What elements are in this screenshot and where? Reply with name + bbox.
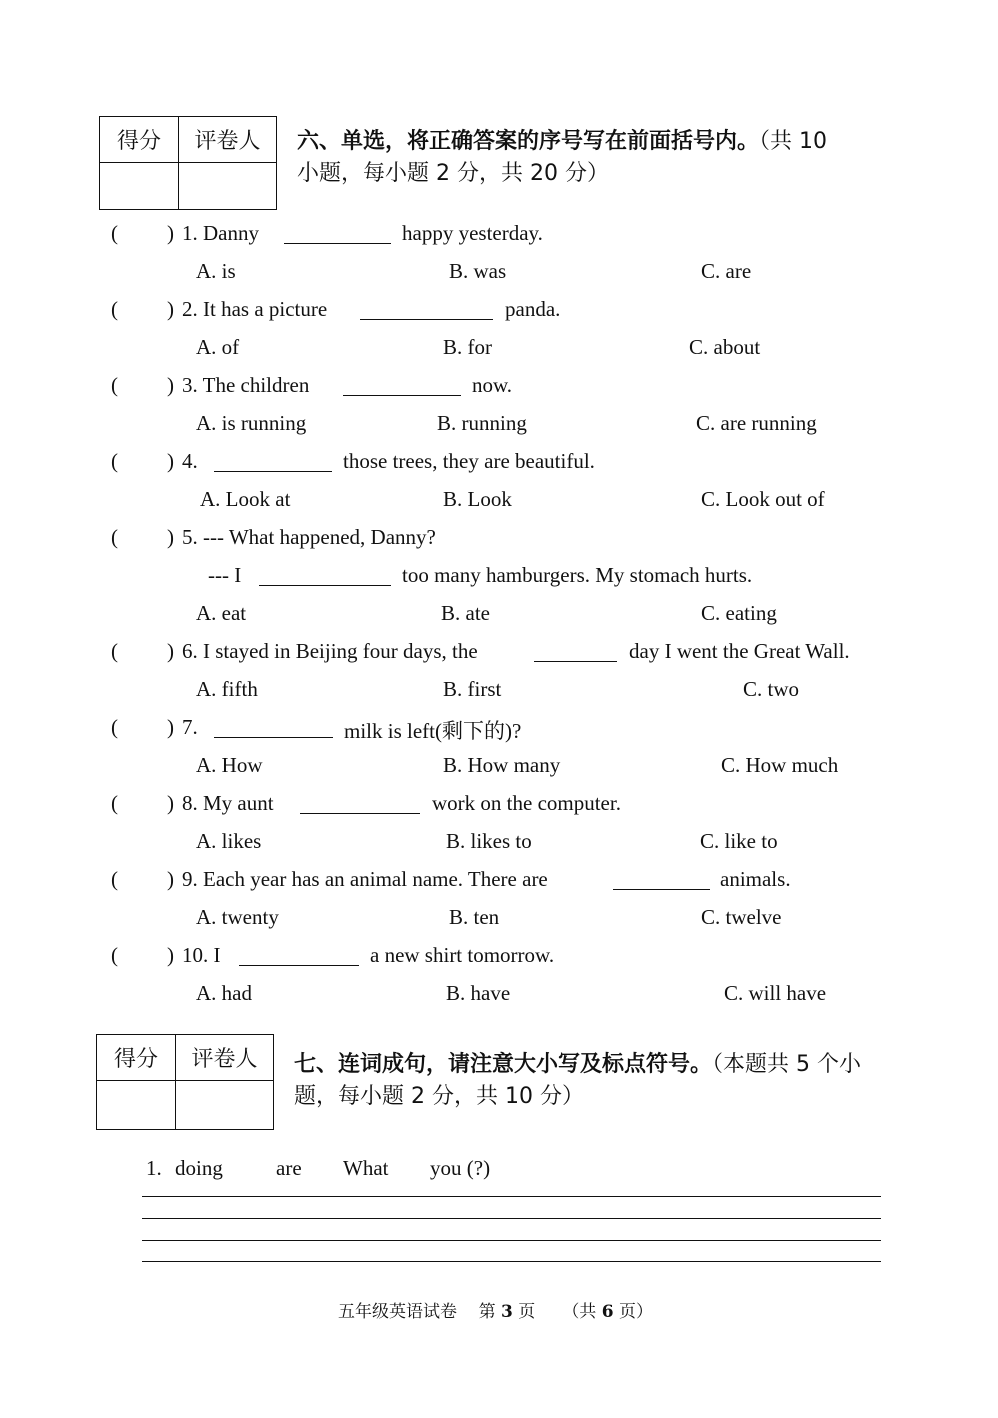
option-a[interactable]: A. eat (196, 601, 247, 625)
question-text-post: animals. (720, 867, 791, 891)
answer-paren-open: ( (111, 221, 118, 245)
section7-item1-num: 1. (146, 1156, 162, 1180)
answer-box[interactable] (123, 449, 167, 475)
score-label: 得分 (100, 117, 179, 163)
option-a[interactable]: A. How (196, 753, 263, 777)
answer-paren-open: ( (111, 449, 118, 473)
answer-blank[interactable] (300, 795, 420, 814)
score-label: 得分 (97, 1035, 176, 1081)
section6-note-2: 小题，每小题 2 分，共 20 分） (297, 161, 609, 186)
answer-box[interactable] (123, 791, 167, 817)
answer-paren-close: ) (167, 221, 174, 245)
writing-line-3[interactable] (142, 1240, 881, 1241)
option-b[interactable]: B. have (446, 981, 511, 1005)
option-a[interactable]: A. is running (196, 411, 307, 435)
option-b[interactable]: B. ate (441, 601, 490, 625)
question-text: 9. Each year has an animal name. There are (182, 867, 548, 891)
footer-total-num: 6 (601, 1302, 614, 1322)
section6-heading (297, 126, 897, 190)
option-c[interactable]: C. eating (701, 601, 777, 625)
question-text-post: panda. (505, 297, 561, 321)
answer-paren-close: ) (167, 715, 174, 739)
option-c[interactable]: C. like to (700, 829, 778, 853)
option-c[interactable]: C. will have (724, 981, 827, 1005)
answer-box[interactable] (123, 943, 167, 969)
question-text: 8. My aunt (182, 791, 274, 815)
score-box-section7 (96, 1034, 274, 1130)
option-c[interactable]: C. are (701, 259, 752, 283)
option-a[interactable]: A. likes (196, 829, 262, 853)
section7-note: （本题共 5 个小题，每小题 2 分，共 10 分） (294, 1052, 861, 1109)
question-text: 4. (182, 449, 198, 473)
option-c[interactable]: C. are running (696, 411, 817, 435)
answer-paren-close: ) (167, 943, 174, 967)
footer-title: 五年级英语试卷 (338, 1302, 457, 1322)
option-b[interactable]: B. was (449, 259, 507, 283)
score-cell[interactable] (97, 1081, 176, 1130)
question-text-post: happy yesterday. (402, 221, 543, 245)
answer-paren-close: ) (167, 639, 174, 663)
answer-box[interactable] (123, 715, 167, 741)
question-text-post: those trees, they are beautiful. (343, 449, 595, 473)
answer-paren-open: ( (111, 867, 118, 891)
question-reply-post: too many hamburgers. My stomach hurts. (402, 563, 753, 587)
writing-line-2[interactable] (142, 1218, 881, 1219)
section7-word-3: What (343, 1156, 389, 1180)
answer-paren-open: ( (111, 943, 118, 967)
answer-blank[interactable] (214, 453, 332, 472)
answer-box[interactable] (123, 221, 167, 247)
score-cell[interactable] (100, 163, 179, 210)
answer-blank[interactable] (259, 567, 391, 586)
answer-paren-open: ( (111, 791, 118, 815)
section7-heading (294, 1049, 894, 1113)
section6-note-1: （共 10 (759, 129, 828, 154)
option-c[interactable]: C. How much (721, 753, 839, 777)
question-text-post: day I went the Great Wall. (629, 639, 850, 663)
writing-line-1[interactable] (142, 1196, 881, 1197)
score-box-section6 (99, 116, 277, 210)
answer-paren-close: ) (167, 449, 174, 473)
option-b[interactable]: B. Look (443, 487, 512, 511)
answer-box[interactable] (123, 525, 167, 551)
option-a[interactable]: A. had (196, 981, 252, 1005)
question-text: 3. The children (182, 373, 310, 397)
option-a[interactable]: A. twenty (196, 905, 279, 929)
footer-total-post: 页） (618, 1302, 653, 1322)
question-reply-pre: --- I (208, 563, 242, 587)
question-text: 5. --- What happened, Danny? (182, 525, 436, 549)
answer-blank[interactable] (214, 719, 333, 738)
option-a[interactable]: A. fifth (196, 677, 258, 701)
answer-blank[interactable] (360, 301, 493, 320)
grader-label: 评卷人 (179, 117, 277, 163)
footer-total-pre: （共 (562, 1302, 597, 1322)
answer-box[interactable] (123, 639, 167, 665)
page-footer (338, 1297, 653, 1322)
section6-title: 六、单选，将正确答案的序号写在前面括号内。 (297, 129, 760, 154)
grader-cell[interactable] (176, 1081, 274, 1130)
option-c[interactable]: C. about (689, 335, 761, 359)
answer-paren-close: ) (167, 791, 174, 815)
option-b[interactable]: B. for (443, 335, 492, 359)
footer-page-pre: 第 (478, 1302, 496, 1322)
question-text-post: work on the computer. (432, 791, 621, 815)
question-text: 6. I stayed in Beijing four days, the (182, 639, 478, 663)
answer-paren-open: ( (111, 639, 118, 663)
option-b[interactable]: B. How many (443, 753, 561, 777)
footer-page-post: 页 (518, 1302, 536, 1322)
answer-blank[interactable] (613, 871, 710, 890)
footer-page-num: 3 (501, 1302, 513, 1322)
question-text-post: milk is left(剩下的)? (344, 719, 522, 743)
section7-word-1: doing (175, 1156, 223, 1180)
answer-blank[interactable] (239, 947, 359, 966)
answer-paren-open: ( (111, 715, 118, 739)
answer-paren-close: ) (167, 867, 174, 891)
answer-blank[interactable] (343, 377, 461, 396)
answer-blank[interactable] (284, 225, 391, 244)
answer-box[interactable] (123, 297, 167, 323)
answer-box[interactable] (123, 373, 167, 399)
question-text: 10. I (182, 943, 221, 967)
answer-paren-close: ) (167, 373, 174, 397)
option-b[interactable]: B. likes to (446, 829, 532, 853)
answer-paren-close: ) (167, 297, 174, 321)
question-text-post: a new shirt tomorrow. (370, 943, 555, 967)
option-c[interactable]: C. Look out of (701, 487, 825, 511)
answer-paren-open: ( (111, 373, 118, 397)
section7-title: 七、连词成句，请注意大小写及标点符号。 (294, 1052, 713, 1077)
section7-word-2: are (276, 1156, 302, 1180)
grader-label: 评卷人 (176, 1035, 274, 1081)
question-text: 2. It has a picture (182, 297, 328, 321)
option-b[interactable]: B. first (443, 677, 502, 701)
question-text-post: now. (472, 373, 513, 397)
question-text: 1. Danny (182, 221, 259, 245)
writing-line-4[interactable] (142, 1261, 881, 1262)
option-c[interactable]: C. two (743, 677, 800, 701)
option-c[interactable]: C. twelve (701, 905, 782, 929)
option-b[interactable]: B. ten (449, 905, 500, 929)
option-a[interactable]: A. of (196, 335, 240, 359)
answer-paren-open: ( (111, 297, 118, 321)
answer-paren-open: ( (111, 525, 118, 549)
option-b[interactable]: B. running (437, 411, 527, 435)
answer-box[interactable] (123, 867, 167, 893)
grader-cell[interactable] (179, 163, 277, 210)
question-text: 7. (182, 715, 198, 739)
answer-paren-close: ) (167, 525, 174, 549)
section7-word-4: you (?) (430, 1156, 491, 1180)
option-a[interactable]: A. is (196, 259, 236, 283)
answer-blank[interactable] (534, 643, 617, 662)
option-a[interactable]: A. Look at (200, 487, 291, 511)
